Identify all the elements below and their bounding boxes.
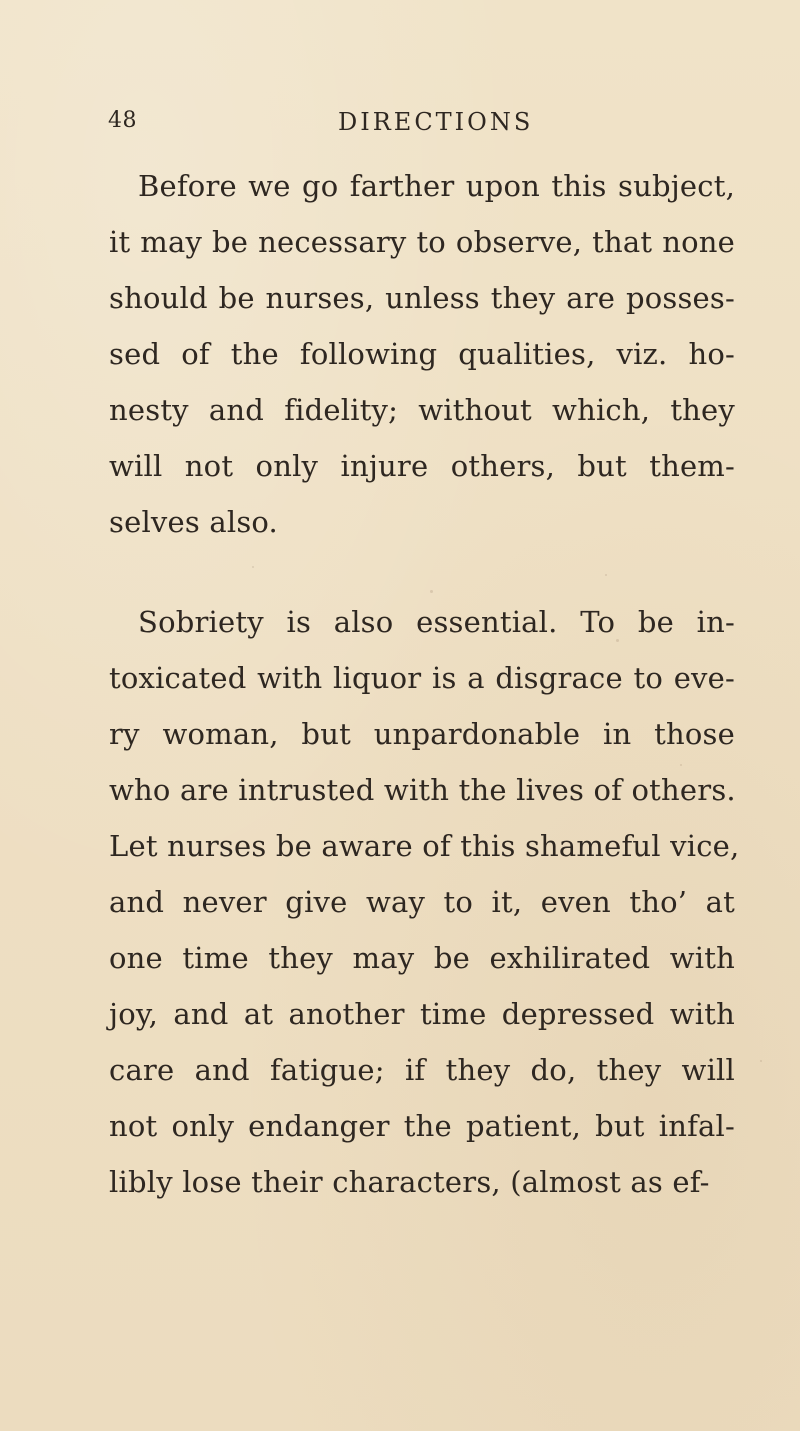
paragraph-gap bbox=[109, 550, 735, 594]
paragraph-line: toxicated with liquor is a disgrace to eve- bbox=[109, 661, 735, 695]
paragraph-line: ry woman, but unpardonable in those bbox=[109, 717, 735, 751]
page-header bbox=[0, 108, 800, 148]
paragraph-line: Sobriety is also essential. To be in- bbox=[138, 605, 735, 639]
paragraph-line: and never give way to it, even tho’ at bbox=[109, 885, 735, 919]
paragraph-line: sed of the following qualities, viz. ho- bbox=[109, 337, 735, 371]
paragraph-line: joy, and at another time depressed with bbox=[109, 997, 735, 1031]
paragraph-line: not only endanger the patient, but infal- bbox=[109, 1109, 735, 1143]
paragraph-line: libly lose their characters, (almost as ef- bbox=[109, 1165, 710, 1199]
running-head: DIRECTIONS bbox=[338, 108, 534, 136]
paragraph-1 bbox=[109, 158, 735, 550]
paragraph-line: Before we go farther upon this subject, bbox=[138, 169, 735, 203]
paragraph-line: nesty and fidelity; without which, they bbox=[109, 393, 735, 427]
paragraph-line: Let nurses be aware of this shameful vice, bbox=[109, 829, 740, 863]
paragraph-line: one time they may be exhilirated with bbox=[109, 941, 735, 975]
paragraph-line: should be nurses, unless they are posses- bbox=[109, 281, 735, 315]
body-text bbox=[109, 158, 740, 1210]
paragraph-line: who are intrusted with the lives of others. bbox=[109, 773, 736, 807]
page-number: 48 bbox=[108, 108, 137, 133]
paragraph-line: care and fatigue; if they do, they will bbox=[109, 1053, 735, 1087]
paragraph-line: selves also. bbox=[109, 505, 278, 539]
paragraph-line: will not only injure others, but them- bbox=[109, 449, 735, 483]
paragraph-2 bbox=[109, 594, 740, 1210]
paragraph-line: it may be necessary to observe, that none bbox=[109, 225, 735, 259]
